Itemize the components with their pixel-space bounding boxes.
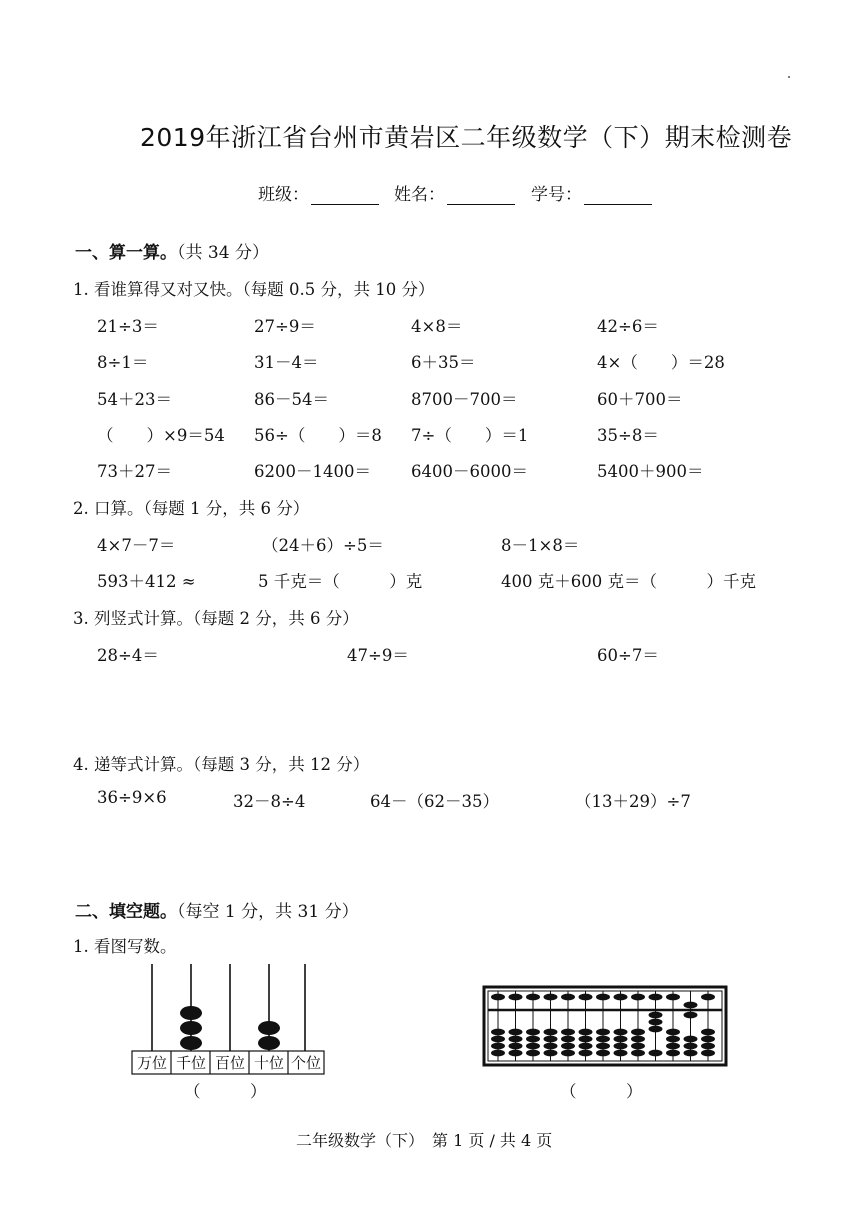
bead (180, 1036, 202, 1050)
abacus-bead (491, 994, 505, 1001)
stray-dot (788, 76, 790, 78)
answer-blank-1[interactable]: （ ） (184, 1082, 267, 1101)
q3-item-1: 28÷4＝ (97, 646, 159, 665)
bead (258, 1021, 280, 1035)
place-wan: 万位 (136, 1054, 168, 1072)
abacus-bead (526, 1029, 540, 1036)
bead (180, 1006, 202, 1020)
abacus-bead (544, 1050, 558, 1057)
q4-item-4: （13＋29）÷7 (575, 792, 691, 811)
abacus-bead (526, 1043, 540, 1050)
q2-label: 2. 口算。（每题 1 分，共 6 分） (73, 499, 310, 518)
abacus-bead (544, 994, 558, 1001)
abacus-bead (666, 994, 680, 1001)
section-2-heading (75, 897, 359, 922)
abacus-bead (684, 1012, 698, 1019)
q1-r5-c3: 6400－6000＝ (411, 462, 528, 481)
name-field (394, 180, 515, 205)
abacus-bead (509, 1043, 523, 1050)
bead (258, 1036, 280, 1050)
q4-item-2: 32－8÷4 (233, 792, 306, 811)
abacus-bead (631, 994, 645, 1001)
abacus-bead (666, 1029, 680, 1036)
abacus-bead (561, 1029, 575, 1036)
id-blank[interactable] (584, 186, 652, 205)
abacus-bead (684, 1002, 698, 1009)
q4-item-3: 64－（62－35） (370, 792, 499, 811)
q1-r4-c3: 7÷（ ）＝1 (411, 426, 529, 445)
q2-r1-c1: 4×7－7＝ (97, 536, 176, 555)
abacus-bead (684, 1043, 698, 1050)
abacus-bead (579, 1036, 593, 1043)
class-blank[interactable] (311, 186, 379, 205)
q1-r3-c1: 54＋23＝ (97, 390, 172, 409)
abacus-bead (701, 994, 715, 1001)
abacus-bead (544, 1029, 558, 1036)
q1-r3-c4: 60＋700＝ (597, 390, 683, 409)
abacus-bead (614, 1029, 628, 1036)
place-bai: 百位 (214, 1054, 246, 1072)
abacus-bead (526, 1036, 540, 1043)
q1-r3-c2: 86－54＝ (254, 390, 329, 409)
abacus-bead (684, 1036, 698, 1043)
abacus-bead (596, 1043, 610, 1050)
q1-r1-c4: 42÷6＝ (597, 317, 659, 336)
abacus-bead (666, 1036, 680, 1043)
abacus-bead (701, 1050, 715, 1057)
abacus-bead (561, 1043, 575, 1050)
q2-r2-c2: 5 千克＝（ ）克 (258, 572, 423, 591)
abacus-bead (491, 1029, 505, 1036)
abacus-bead (666, 1050, 680, 1057)
abacus-bead (631, 1050, 645, 1057)
abacus-bead (561, 994, 575, 1001)
q1-r4-c2: 56÷（ ）＝8 (254, 426, 382, 445)
q1-r2-c3: 6＋35＝ (411, 353, 476, 372)
section-2-title: 二、填空题。 (75, 902, 177, 922)
abacus-bead (614, 1050, 628, 1057)
q1-r1-c2: 27÷9＝ (254, 317, 316, 336)
abacus-bead (491, 1043, 505, 1050)
q1-r2-c4: 4×（ ）＝28 (597, 353, 725, 372)
q4-label: 4. 递等式计算。（每题 3 分，共 12 分） (73, 755, 370, 774)
q3-item-3: 60÷7＝ (597, 646, 659, 665)
bead (180, 1021, 202, 1035)
abacus-bead (614, 994, 628, 1001)
abacus-bead (614, 1043, 628, 1050)
q1-r1-c3: 4×8＝ (411, 317, 463, 336)
abacus-bead (596, 994, 610, 1001)
abacus-bead (666, 1043, 680, 1050)
page-footer: 二年级数学（下） 第 1 页 / 共 4 页 (296, 1131, 553, 1150)
abacus-bead (491, 1050, 505, 1057)
section-1-title: 一、算一算。 (75, 243, 177, 263)
abacus-bead (544, 1043, 558, 1050)
abacus-bead (701, 1029, 715, 1036)
abacus-bead (631, 1036, 645, 1043)
name-label: 姓名： (394, 185, 445, 205)
abacus-bead (491, 1036, 505, 1043)
answer-blank-2[interactable]: （ ） (560, 1082, 643, 1101)
abacus-bead (631, 1029, 645, 1036)
q3-item-2: 47÷9＝ (347, 646, 409, 665)
name-blank[interactable] (447, 186, 515, 205)
q1-r5-c1: 73＋27＝ (97, 462, 172, 481)
abacus-bead (649, 1012, 663, 1019)
q2-r2-c3: 400 克＋600 克＝（ ）千克 (501, 572, 756, 591)
abacus-bead (596, 1036, 610, 1043)
abacus-bead (526, 1050, 540, 1057)
id-field (531, 180, 652, 205)
q1-r5-c4: 5400＋900＝ (597, 462, 704, 481)
q1-r4-c1: （ ）×9＝54 (97, 426, 225, 445)
place-qian: 千位 (175, 1054, 207, 1072)
q1-r4-c4: 35÷8＝ (597, 426, 659, 445)
section-1-score: （共 34 分） (177, 243, 269, 263)
q1-label: 1. 看谁算得又对又快。（每题 0.5 分，共 10 分） (73, 280, 435, 299)
place-shi: 十位 (253, 1054, 285, 1072)
s2q1-label: 1. 看图写数。 (73, 937, 177, 956)
abacus-bead (579, 994, 593, 1001)
q2-r1-c2: （24＋6）÷5＝ (262, 536, 384, 555)
q3-label: 3. 列竖式计算。（每题 2 分，共 6 分） (73, 609, 359, 628)
abacus-bead (649, 1050, 663, 1057)
abacus-bead (579, 1050, 593, 1057)
abacus-bead (649, 994, 663, 1001)
section-2-score: （每空 1 分，共 31 分） (177, 902, 359, 922)
abacus-bead (614, 1036, 628, 1043)
abacus-bead (561, 1050, 575, 1057)
q2-r2-c1: 593＋412 ≈ (97, 572, 196, 591)
q1-r2-c2: 31－4＝ (254, 353, 319, 372)
abacus-bead (544, 1036, 558, 1043)
abacus-bead (509, 1029, 523, 1036)
q1-r5-c2: 6200－1400＝ (254, 462, 371, 481)
abacus-bead (561, 1036, 575, 1043)
id-label: 学号： (531, 185, 582, 205)
abacus-bead (596, 1029, 610, 1036)
q1-r3-c3: 8700－700＝ (411, 390, 518, 409)
abacus-bead (526, 994, 540, 1001)
q4-item-1: 36÷9×6 (97, 788, 167, 807)
class-label: 班级： (258, 185, 309, 205)
abacus-figure (482, 985, 728, 1069)
q1-r1-c1: 21÷3＝ (97, 317, 159, 336)
abacus-bead (631, 1043, 645, 1050)
abacus-bead (701, 1043, 715, 1050)
abacus-bead (649, 1026, 663, 1033)
q1-r2-c1: 8÷1＝ (97, 353, 149, 372)
abacus-bead (701, 1036, 715, 1043)
abacus-bead (509, 1050, 523, 1057)
place-ge: 个位 (290, 1054, 322, 1072)
q2-r1-c3: 8－1×8＝ (501, 536, 580, 555)
abacus-bead (649, 1019, 663, 1026)
class-field (258, 180, 379, 205)
abacus-bead (684, 1050, 698, 1057)
abacus-bead (579, 1029, 593, 1036)
counting-frame-figure (125, 960, 335, 1080)
abacus-bead (509, 1036, 523, 1043)
abacus-bead (579, 1043, 593, 1050)
abacus-bead (509, 994, 523, 1001)
page-title: 2019年浙江省台州市黄岩区二年级数学（下）期末检测卷 (140, 123, 793, 152)
abacus-bead (596, 1050, 610, 1057)
section-1-heading (75, 238, 269, 263)
